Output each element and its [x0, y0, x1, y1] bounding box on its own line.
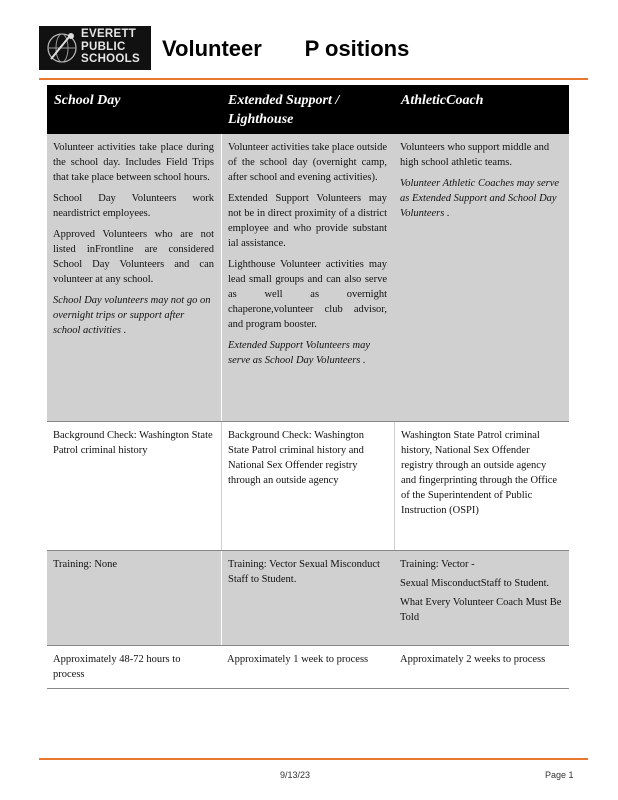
table-row-activities — [47, 134, 569, 422]
table-header-row — [47, 85, 569, 134]
table-row-training — [47, 551, 569, 646]
extended-support-training: Training: Vector Sexual Misconduct Staff to Student. — [221, 551, 394, 645]
athletic-coach-activities — [394, 134, 569, 421]
page-title: Volunteer P ositions — [162, 36, 410, 61]
footer-page-number: Page 1 — [545, 770, 574, 780]
paragraph: Volunteers who support middle and high school athletic teams. — [400, 142, 550, 168]
table-row-background-check — [47, 422, 569, 551]
table-row-processing — [47, 646, 569, 689]
italic-note: Volunteer Athletic Coaches may serve as Extended Support and School Day Volunteers . — [400, 178, 560, 219]
top-divider — [39, 78, 588, 80]
extended-support-background: Background Check: Washington State Patrol criminal history and National Sex Offender registry through an outside agency — [221, 422, 394, 550]
paragraph: Extended Support Volunteers may not be in direct proximity of a district employee and who provide substant ial assistance. — [228, 193, 387, 249]
footer-date: 9/13/23 — [280, 770, 311, 780]
paragraph: Approved Volunteers who are not listed inFrontline are considered School Day Volunteers and can volunteer at any school. — [53, 229, 214, 285]
athletic-coach-processing: Approximately 2 weeks to process — [400, 654, 546, 665]
extended-support-processing: Approximately 1 week to process — [227, 654, 369, 665]
column-header-school-day: School Day — [54, 93, 121, 108]
district-logo — [39, 26, 151, 70]
school-day-training: Training: None — [53, 559, 118, 570]
paragraph: Volunteer activities take place during the school day. Includes Field Trips that take place between school hours. — [53, 142, 214, 183]
italic-note: Extended Support Volunteers may serve as School Day Volunteers . — [228, 340, 371, 366]
paragraph: Training: Vector - — [400, 559, 475, 570]
paragraph: What Every Volunteer Coach Must Be Told — [400, 597, 562, 623]
positions-table — [47, 85, 569, 689]
school-day-background: Background Check: Washington State Patrol criminal history — [53, 430, 213, 456]
athletic-coach-training — [394, 551, 569, 645]
extended-support-activities — [221, 134, 394, 421]
school-day-processing: Approximately 48-72 hours to process — [53, 654, 181, 680]
athletic-coach-background: Washington State Patrol criminal history, National Sex Offender registry through an outside agency and fingerprinting through the Office of the Superintendent of Public Instruction (OSPI) — [394, 422, 569, 550]
globe-icon — [43, 29, 81, 67]
school-day-activities — [47, 134, 221, 421]
column-header-athletic-coach: AthleticCoach — [401, 93, 484, 108]
paragraph: Volunteer activities take place outside of the school day (overnight camp, after school and evening activities). — [228, 142, 388, 183]
bottom-divider — [39, 758, 588, 760]
logo-wordmark: EVERETT PUBLIC SCHOOLS — [81, 28, 140, 65]
paragraph: Sexual MisconductStaff to Student. — [400, 578, 550, 589]
paragraph: Lighthouse Volunteer activities may lead small groups and can also serve as well as overnight chaperone,volunteer club advisor, and program booster. — [228, 259, 387, 330]
column-header-extended-support: Extended Support / Lighthouse — [228, 93, 340, 127]
italic-note: School Day volunteers may not go on overnight trips or support after school activities . — [53, 295, 211, 336]
paragraph: School Day Volunteers work neardistrict employees. — [53, 193, 214, 219]
